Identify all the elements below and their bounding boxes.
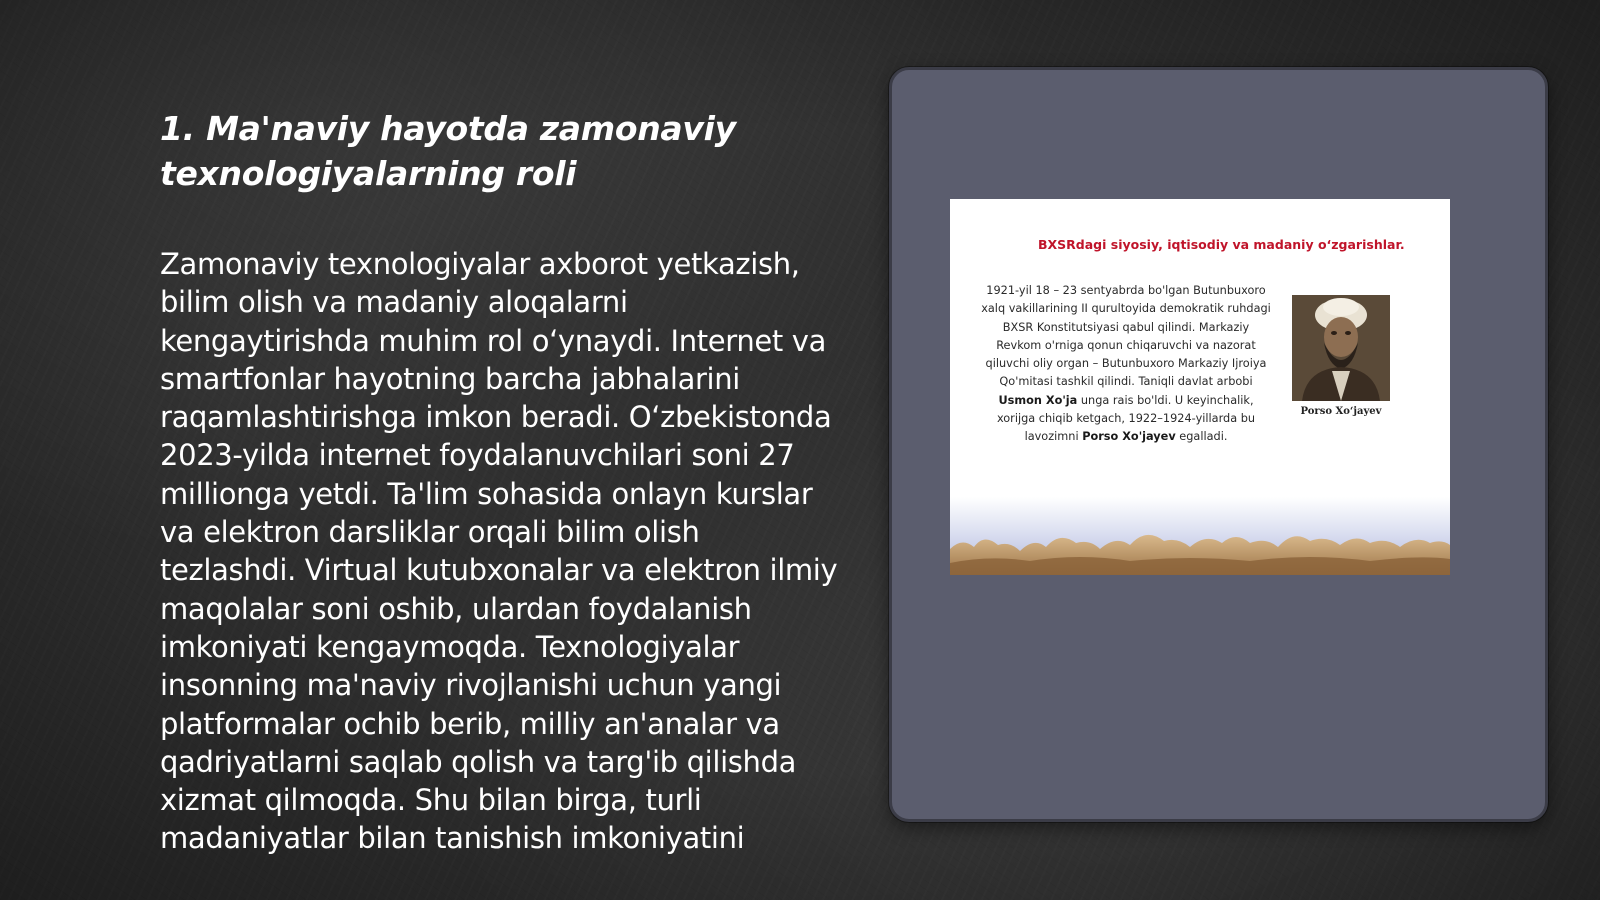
- embedded-heading: BXSRdagi siyosiy, iqtisodiy va madaniy o‘zgarishlar.: [1038, 237, 1405, 252]
- embedded-paragraph: [980, 282, 1272, 447]
- mountain-banner: [950, 497, 1450, 575]
- slide-body-text: Zamonaviy texnologiyalar axborot yetkazish, bilim olish va madaniy aloqalarni kengaytirishda muhim rol o‘ynaydi. Internet va smartfonlar hayotning barcha jabhalarini raqamlashtirishga imkon beradi. O‘zbekistonda 2023-yilda internet foydalanuvchilari soni 27 millionga yetdi. Ta'lim sohasida onlayn kurslar va elektron darsliklar orqali bilim olish tezlashdi. Virtual kutubxonalar va elektron ilmiy maqolalar soni oshib, ulardan foydalanish imkoniyati kengaymoqda. Texnologiyalar insonning ma'naviy rivojlanishi uchun yangi platformalar ochib berib, milliy an'analar va qadriyatlarni saqlab qolish va targ'ib qilishda xizmat qilmoqda. Shu bilan birga, turli madaniyatlar bilan tanishish imkoniyatini: [160, 247, 838, 856]
- portrait-caption: Porso Xo‘jayev: [1300, 406, 1382, 417]
- embedded-name-porso: Porso Xo'jayev: [1082, 430, 1176, 444]
- embedded-name-usmon: Usmon Xo'ja: [998, 393, 1078, 407]
- slide-title: 1. Ma'naviy hayotda zamonaviy texnologiyalarning roli: [160, 109, 736, 193]
- embedded-text-part1: 1921-yil 18 – 23 sentyabrda bo'lgan Butunbuxoro xalq vakillarining II qurultoyida demokratik ruhdagi BXSR Konstitutsiyasi qabul qilindi. Markaziy Revkom o'rniga qonun chiqaruvchi va nazorat qiluvchi oliy organ – Butunbuxoro Markaziy Ijroiya Qo'mitasi tashkil qilindi. Taniqli davlat arbobi: [981, 284, 1271, 389]
- portrait-photo: [1292, 295, 1390, 401]
- embedded-text-part2: unga rais bo'ldi. U keyinchalik, xorijga chiqib ketgach, 1922–1924-yillarda bu lavozimni: [996, 393, 1256, 444]
- embedded-slide-image: [950, 199, 1450, 575]
- embedded-text-part3: egalladi.: [1175, 430, 1228, 444]
